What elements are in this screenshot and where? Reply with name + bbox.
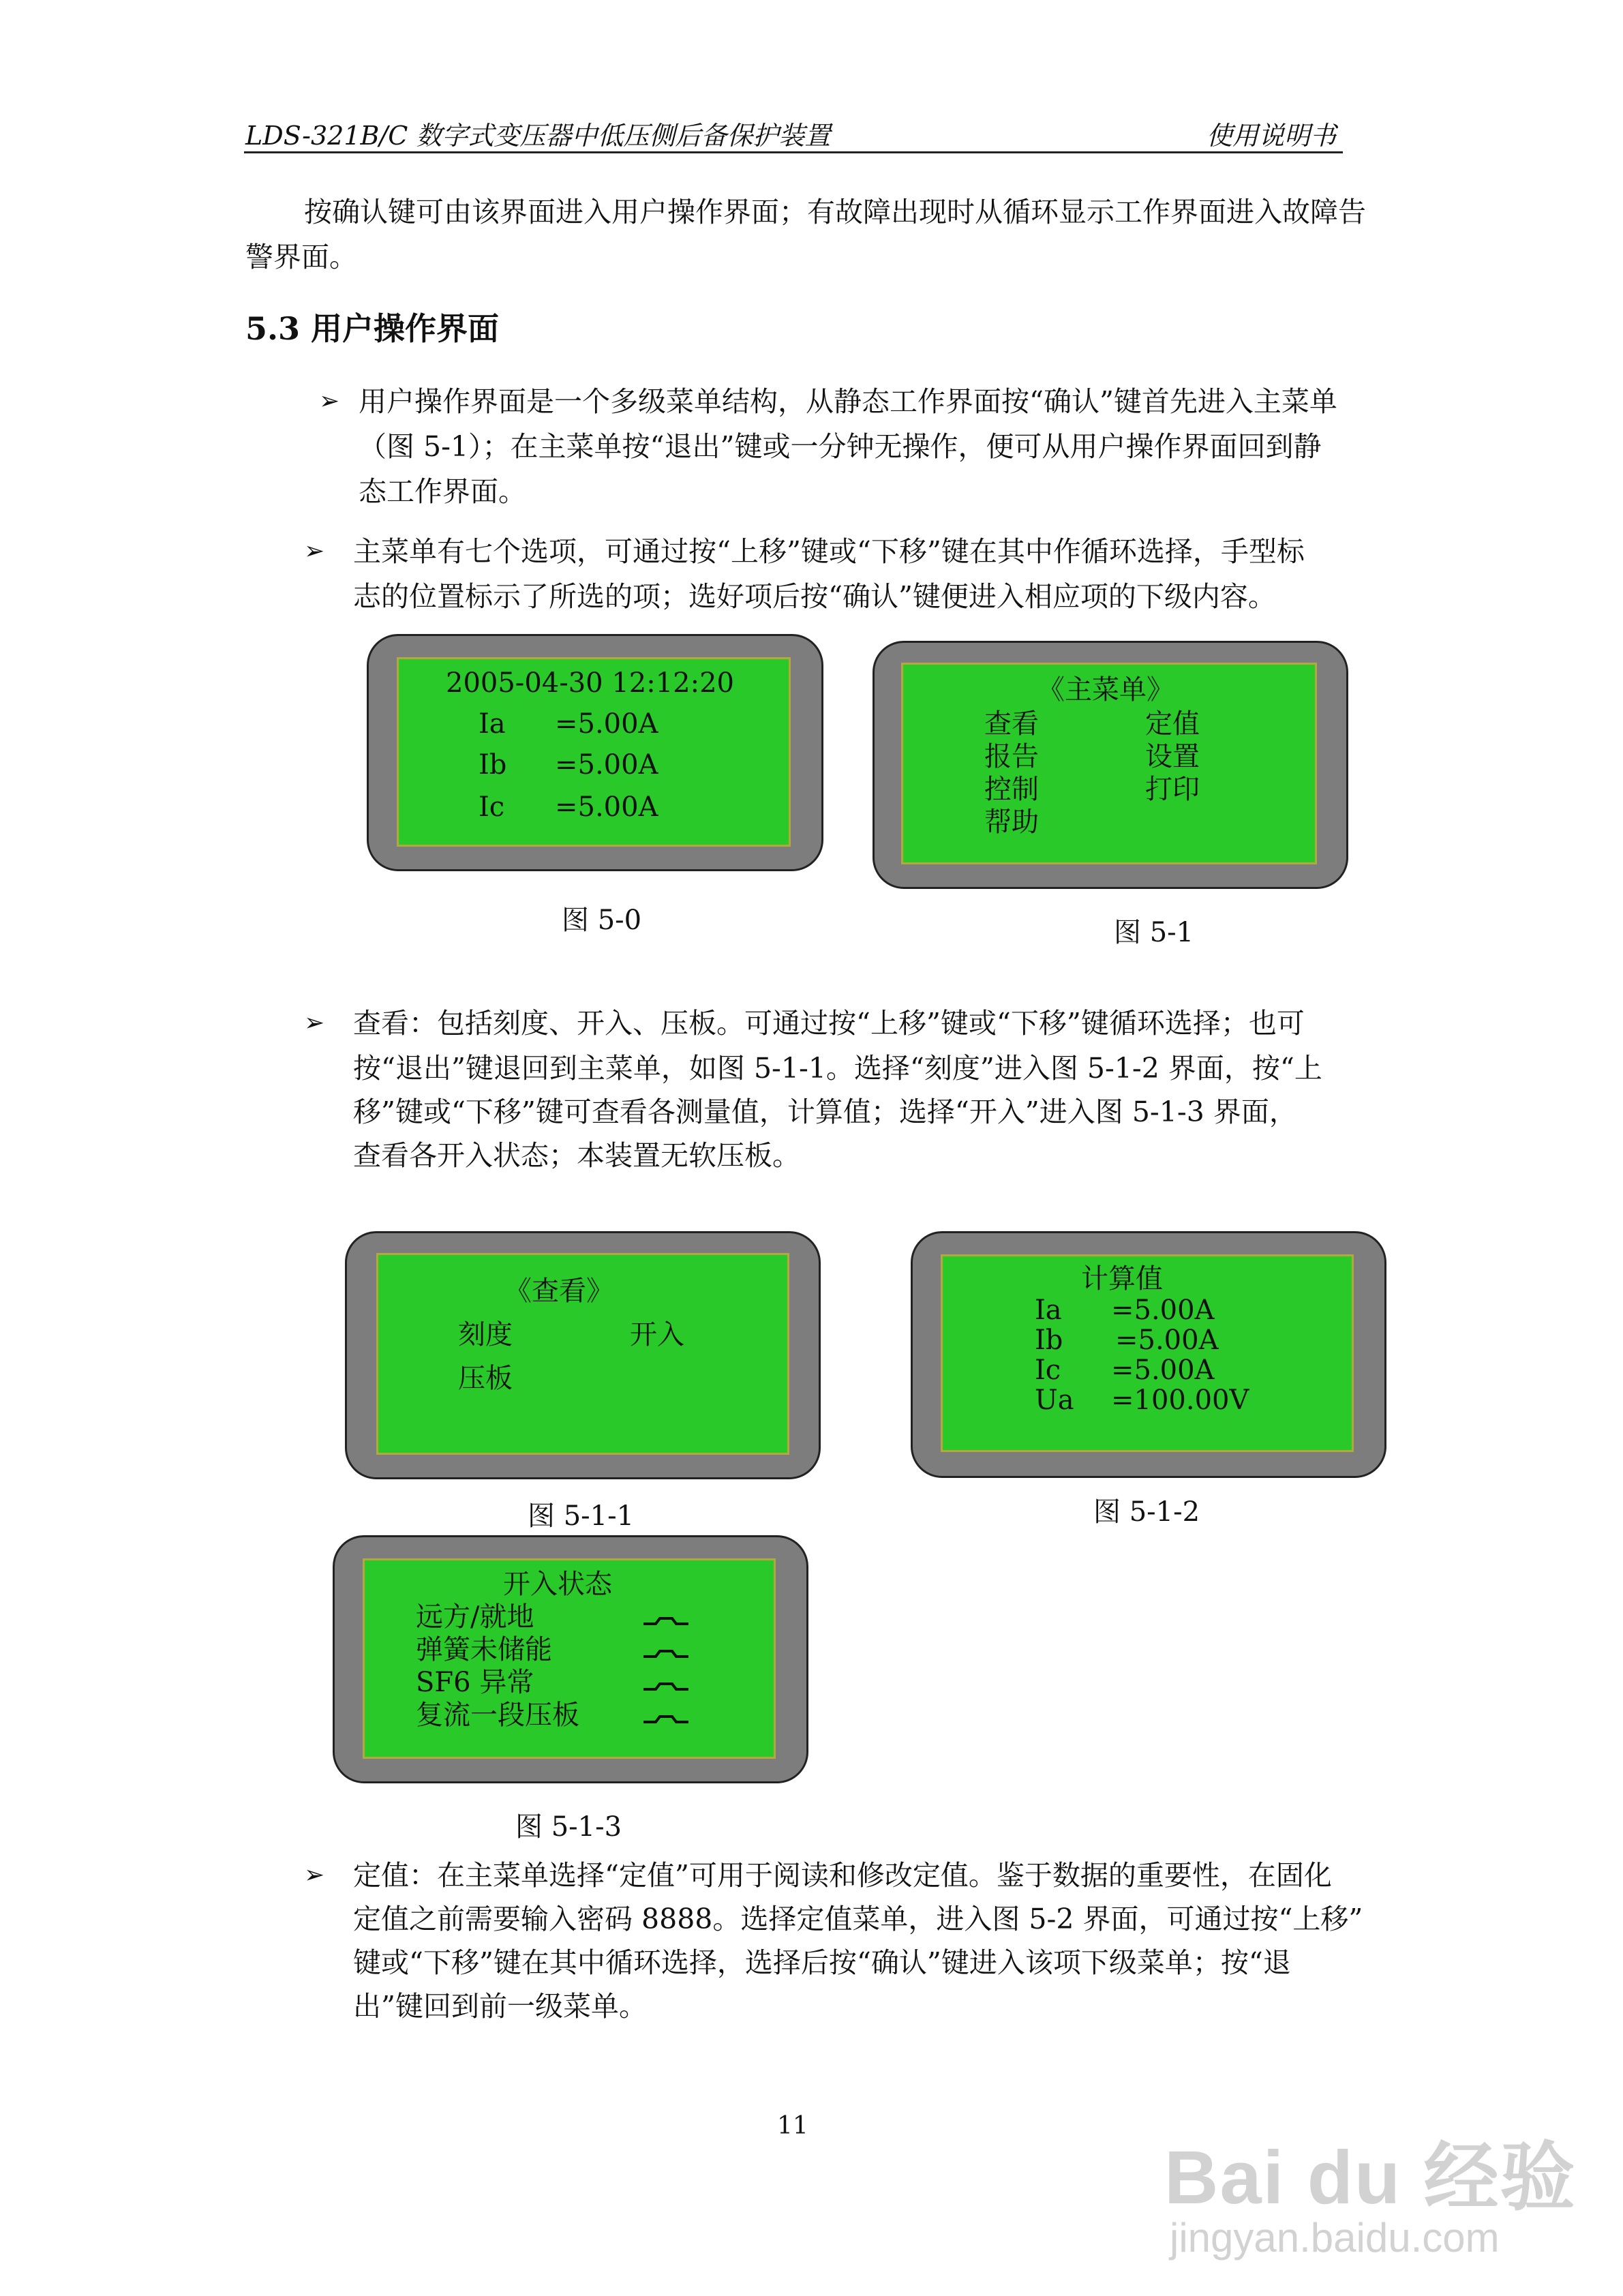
- bullet1-line-2: （图 5-1）；在主菜单按“退出”键或一分钟无操作，便可从用户操作界面回到静: [359, 430, 1322, 463]
- lcd-status-label: 弹簧未储能: [416, 1634, 552, 1665]
- intro-line-1: 按确认键可由该界面进入用户操作界面；有故障出现时从循环显示工作界面进入故障告: [304, 196, 1366, 228]
- lcd-row-value: =5.00A: [555, 708, 658, 740]
- lcd-menu-item: 压板: [458, 1363, 513, 1394]
- lcd-menu-item: 定值: [1145, 708, 1200, 740]
- lcd-row-label: Ia: [1035, 1295, 1062, 1326]
- page-number: 11: [777, 2112, 808, 2140]
- lcd-menu-title: 《查看》: [504, 1275, 613, 1307]
- header-title: LDS-321B/C 数字式变压器中低压侧后备保护装置: [245, 121, 831, 151]
- lcd-menu-item: 刻度: [458, 1319, 513, 1350]
- figure-caption: 图 5-0: [562, 905, 642, 936]
- lcd-menu-item: 控制: [984, 774, 1039, 805]
- bullet2-line-1: 主菜单有七个选项，可通过按“上移”键或“下移”键在其中作循环选择，手型标: [353, 535, 1305, 568]
- lcd-menu-item: 报告: [984, 741, 1039, 772]
- lcd-row-value: =5.00A: [555, 749, 658, 781]
- bullet3-line-2: 按“退出”键退回到主菜单，如图 5-1-1。选择“刻度”进入图 5-1-2 界面，按“上: [353, 1052, 1322, 1085]
- intro-line-2: 警界面。: [245, 241, 357, 273]
- figure-caption: 图 5-1-2: [1093, 1496, 1200, 1528]
- bullet1-line-1: 用户操作界面是一个多级菜单结构，从静态工作界面按“确认”键首先进入主菜单: [359, 385, 1337, 418]
- lcd-screen-title: 计算值: [1081, 1263, 1163, 1295]
- figure-caption: 图 5-1: [1114, 917, 1194, 948]
- bullet4-line-2: 定值之前需要输入密码 8888。选择定值菜单，进入图 5-2 界面，可通过按“上移”: [353, 1903, 1363, 1935]
- lcd-status-label: 远方/就地: [416, 1601, 534, 1633]
- switch-status-icon: [643, 1682, 688, 1692]
- lcd-menu-item: 设置: [1145, 741, 1200, 772]
- figure-caption: 图 5-1-3: [515, 1811, 622, 1843]
- bullet-arrow-icon: ➢: [319, 387, 340, 415]
- lcd-status-label: 复流一段压板: [416, 1700, 579, 1731]
- lcd-row-label: Ib: [1035, 1325, 1063, 1356]
- watermark-logo: Bai du 经验: [1164, 2136, 1577, 2220]
- lcd-screen-title: 开入状态: [503, 1569, 612, 1600]
- switch-status-icon: [643, 1715, 688, 1725]
- bullet4-line-1: 定值：在主菜单选择“定值”可用于阅读和修改定值。鉴于数据的重要性，在固化: [353, 1859, 1332, 1892]
- lcd-status-label: SF6 异常: [416, 1667, 534, 1698]
- header-doc-type: 使用说明书: [1207, 121, 1337, 151]
- figure-caption: 图 5-1-1: [528, 1500, 635, 1532]
- lcd-datetime: 2005-04-30 12:12:20: [446, 667, 734, 699]
- switch-status-icon: [643, 1650, 688, 1659]
- bullet1-line-3: 态工作界面。: [359, 475, 526, 508]
- lcd-menu-item: 开入: [630, 1319, 684, 1350]
- switch-status-icon: [643, 1617, 688, 1627]
- bullet3-line-3: 移”键或“下移”键可查看各测量值，计算值；选择“开入”进入图 5-1-3 界面，: [353, 1096, 1297, 1128]
- bullet-arrow-icon: ➢: [304, 1861, 325, 1889]
- bullet-arrow-icon: ➢: [304, 1009, 325, 1037]
- lcd-row-value: =5.00A: [1111, 1355, 1215, 1386]
- lcd-menu-item: 打印: [1145, 774, 1200, 805]
- watermark-url: jingyan.baidu.com: [1170, 2215, 1500, 2261]
- bullet2-line-2: 志的位置标示了所选的项；选好项后按“确认”键便进入相应项的下级内容。: [353, 580, 1276, 613]
- lcd-row-value: =5.00A: [1115, 1325, 1219, 1356]
- bullet4-line-4: 出”键回到前一级菜单。: [353, 1990, 647, 2023]
- section-heading: 5.3 用户操作界面: [245, 310, 500, 347]
- bullet3-line-4: 查看各开入状态；本装置无软压板。: [353, 1139, 800, 1172]
- bullet3-line-1: 查看：包括刻度、开入、压板。可通过按“上移”键或“下移”键循环选择；也可: [353, 1007, 1305, 1040]
- bullet4-line-3: 键或“下移”键在其中循环选择，选择后按“确认”键进入该项下级菜单；按“退: [353, 1946, 1291, 1979]
- lcd-row-value: =5.00A: [555, 791, 658, 823]
- lcd-row-label: Ic: [479, 791, 505, 823]
- lcd-row-value: =5.00A: [1111, 1295, 1215, 1326]
- lcd-menu-title: 《主菜单》: [1037, 674, 1174, 706]
- lcd-row-label: Ia: [479, 708, 506, 740]
- header-divider: [244, 151, 1343, 153]
- bullet-arrow-icon: ➢: [304, 537, 325, 565]
- lcd-row-value: =100.00V: [1111, 1385, 1249, 1416]
- lcd-row-label: Ic: [1035, 1355, 1061, 1386]
- lcd-menu-item: 查看: [984, 708, 1039, 740]
- lcd-row-label: Ib: [479, 749, 507, 781]
- lcd-row-label: Ua: [1035, 1385, 1074, 1416]
- lcd-menu-item: 帮助: [984, 806, 1039, 838]
